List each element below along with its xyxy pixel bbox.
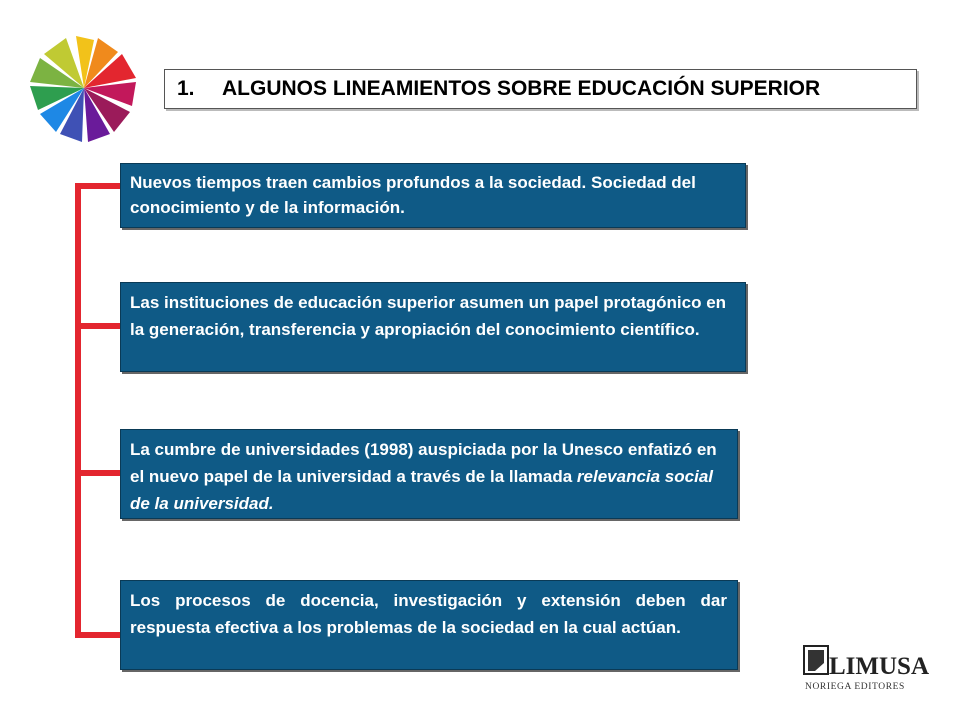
publisher-name: LIMUSA — [829, 653, 930, 680]
content-box-1-text: Nuevos tiempos traen cambios profundos a la sociedad. Sociedad del conocimiento y de la información. — [130, 173, 696, 217]
title-text: ALGUNOS LINEAMIENTOS SOBRE EDUCACIÓN SUPERIOR — [222, 77, 821, 100]
content-box-2-text: Las instituciones de educación superior asumen un papel protagónico en la generación, transferencia y apropiación del conocimiento científico. — [130, 293, 727, 339]
content-box-4-text: Los procesos de docencia, investigación y extensión deben dar respuesta efectiva a los problemas de la sociedad en la cual actúan. — [130, 591, 727, 637]
content-box-1 — [120, 163, 746, 228]
publisher-subtitle: NORIEGA EDITORES — [805, 682, 905, 692]
pinwheel-logo-icon — [26, 30, 141, 145]
bracket-branch-3 — [75, 470, 121, 476]
bracket-branch-4 — [75, 632, 121, 638]
bracket-branch-1 — [75, 183, 121, 189]
content-box-4 — [120, 580, 738, 670]
bracket-branch-2 — [75, 323, 121, 329]
limusa-logo-icon — [803, 645, 930, 693]
bracket-line — [75, 183, 81, 638]
content-box-3 — [120, 429, 738, 519]
content-box-3-italic: relevancia social de la universidad. — [130, 467, 713, 513]
content-box-2 — [120, 282, 746, 372]
title-number: 1. — [177, 77, 195, 100]
content-box-3-text: La cumbre de universidades (1998) auspiciada por la Unesco enfatizó en el nuevo papel de la universidad a través de la llamada — [130, 440, 717, 486]
page-title — [164, 69, 917, 109]
